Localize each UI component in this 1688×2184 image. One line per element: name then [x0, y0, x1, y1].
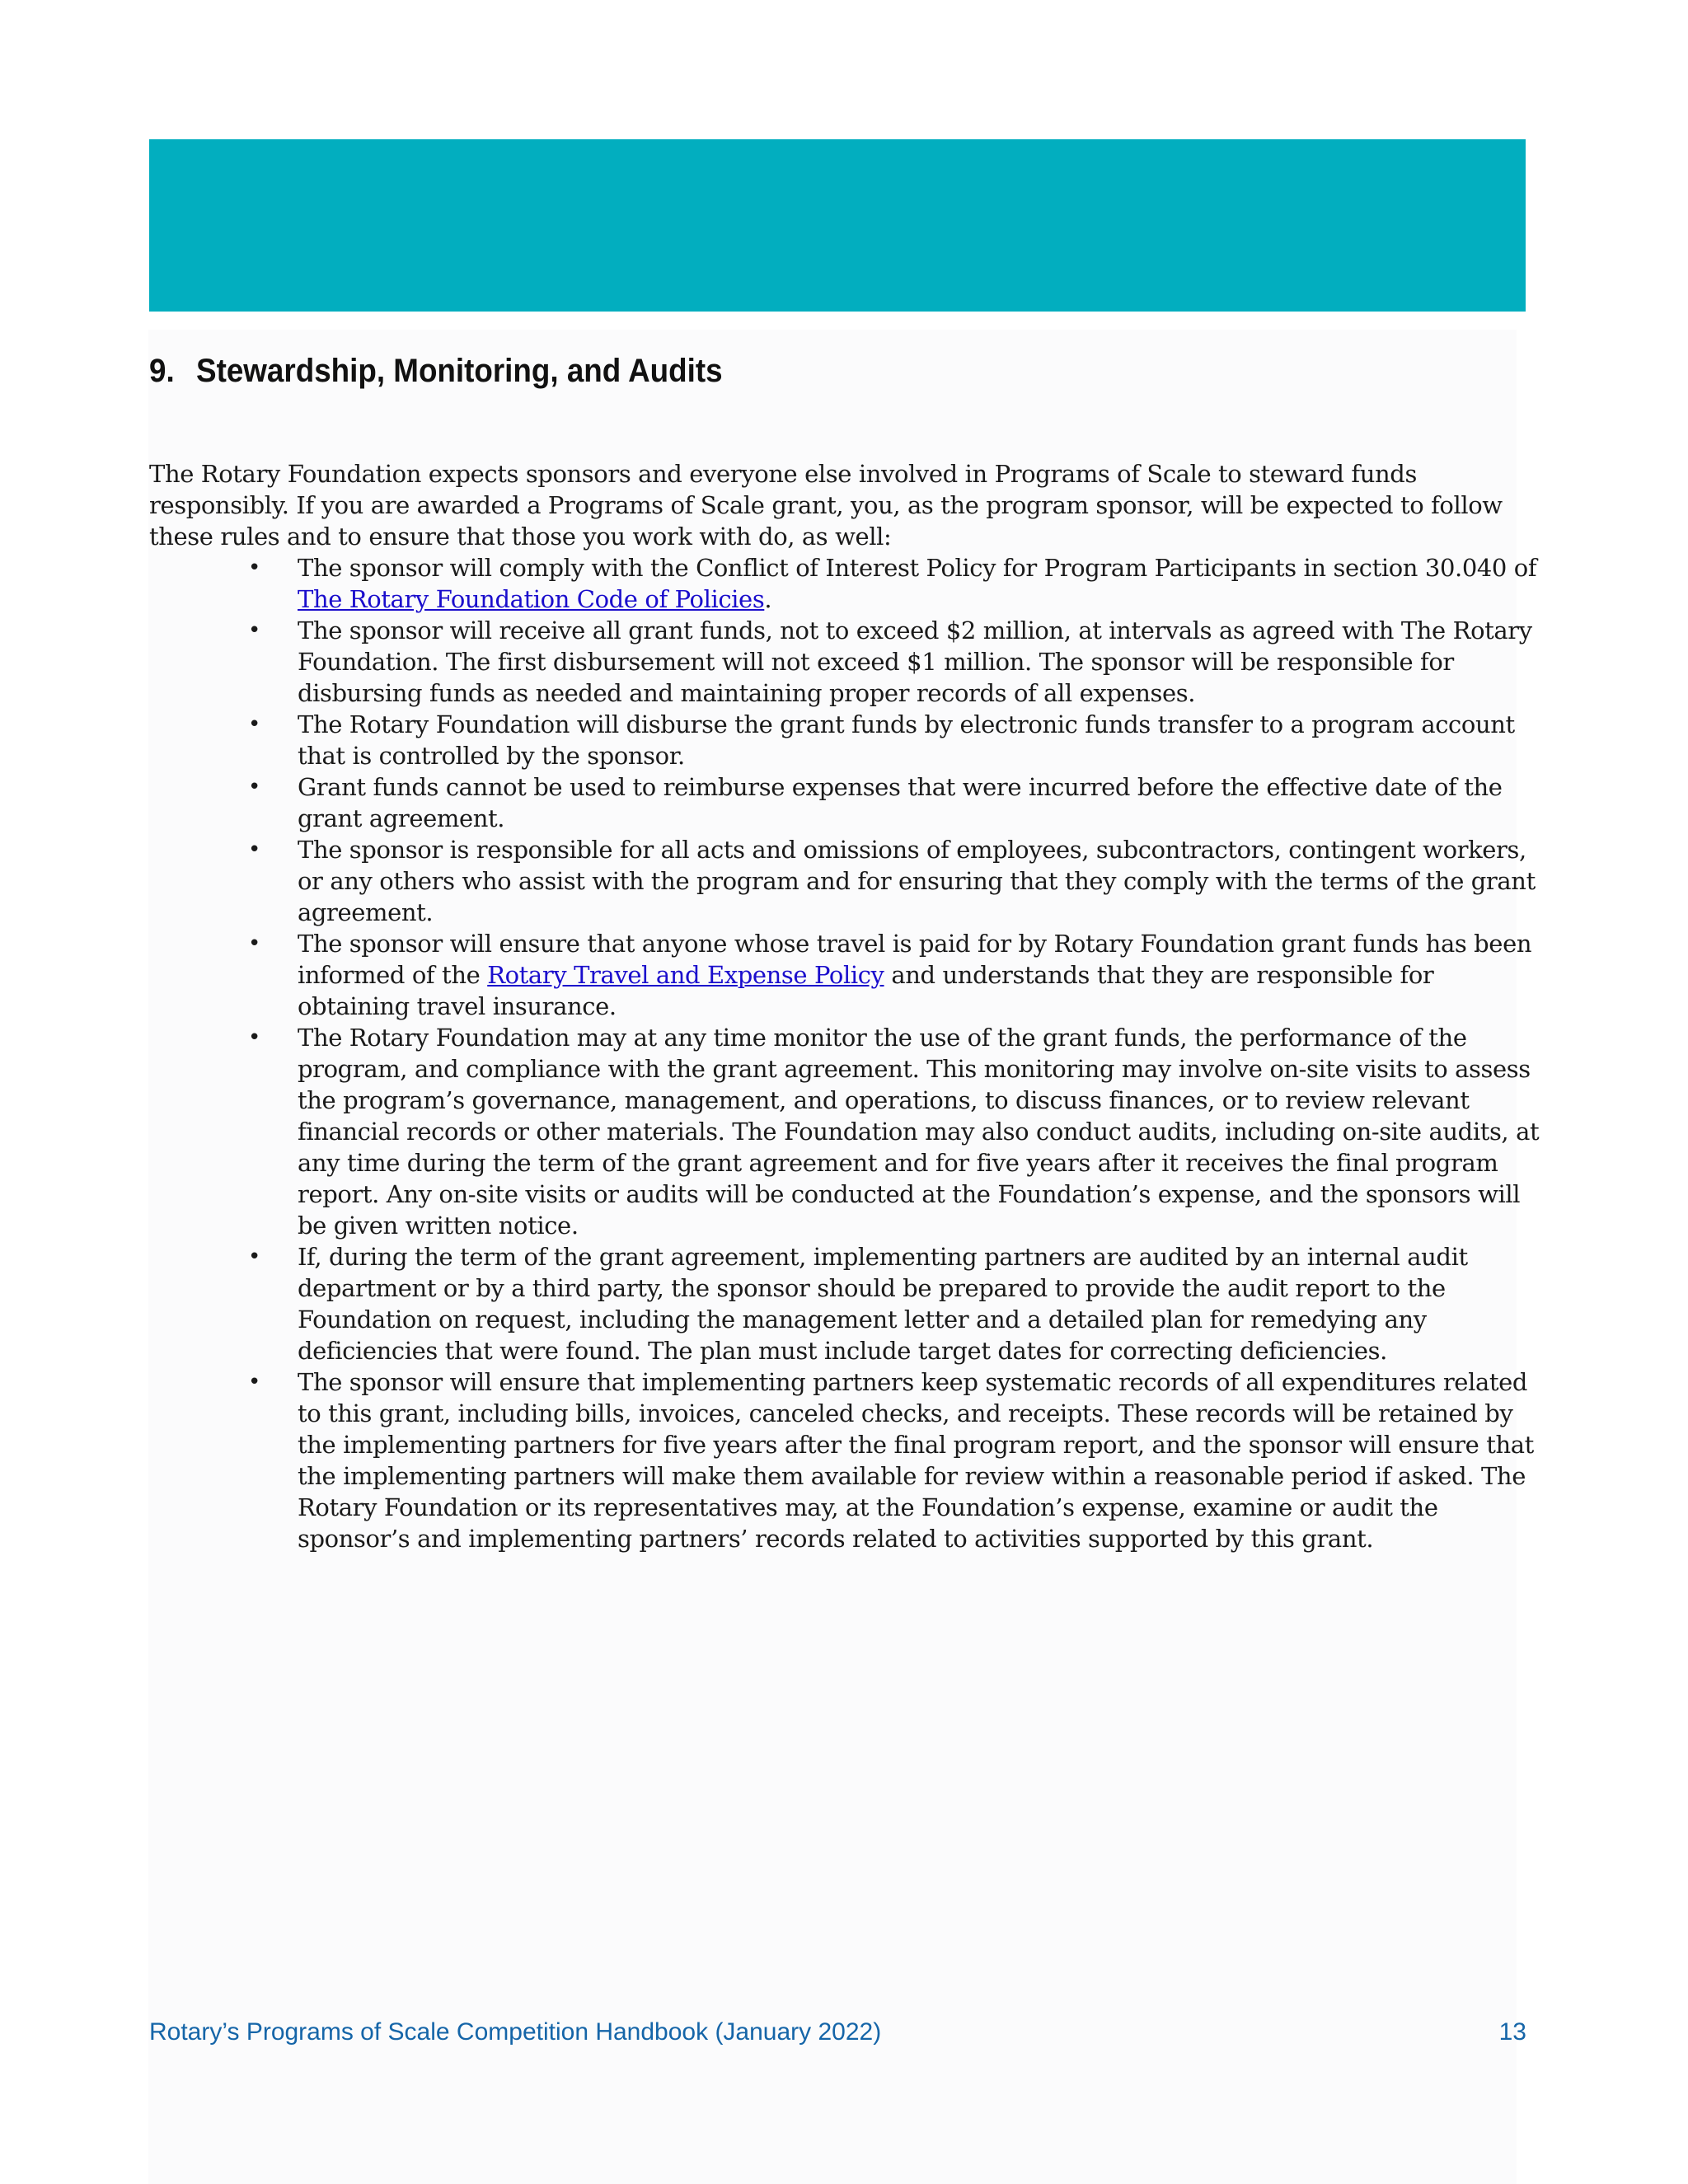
list-item [149, 771, 1542, 834]
bullet-icon: • [248, 931, 260, 956]
list-item-text: The sponsor is responsible for all acts and omissions of employees, subcontractors, contingent workers, or any others who assist with the program and for ensuring that they comply with the terms of the grant agreement. [298, 836, 1536, 926]
list-item-text: Grant funds cannot be used to reimburse expenses that were incurred before the effective date of the grant agreement. [298, 773, 1503, 832]
bullet-icon: • [248, 1244, 260, 1269]
list-item-text: The Rotary Foundation may at any time monitor the use of the grant funds, the performance of the program, and compliance with the grant agreement. This monitoring may involve on-site visits to assess the program’s governance, management, and operations, to discuss finances, or to review relevant financial records or other materials. The Foundation may also conduct audits, including on-site audits, at any time during the term of the grant agreement and for five years after it receives the final program report. Any on-site visits or audits will be conducted at the Foundation’s expense, and the sponsors will be given written notice. [298, 1024, 1540, 1240]
list-item [149, 928, 1542, 1022]
page-number: 13 [1498, 2018, 1526, 2046]
list-item [149, 834, 1542, 928]
list-item-text: The sponsor will ensure that anyone whose travel is paid for by Rotary Foundation grant funds has been informed of the [298, 930, 1532, 989]
bullet-icon: • [248, 618, 260, 643]
list-item-text: The sponsor will ensure that implementing partners keep systematic records of all expenditures related to this grant, including bills, invoices, canceled checks, and receipts. These records will be retained by the implementing partners for five years after the final program report, and the sponsor will ensure that the implementing partners will make them available for review within a reasonable period if asked. The Rotary Foundation or its representatives may, at the Foundation’s expense, examine or audit the sponsor’s and implementing partners’ records related to activities supported by this grant. [298, 1368, 1534, 1553]
requirements-list [149, 552, 1542, 1554]
section-number: 9. [149, 353, 175, 389]
list-item-text: The sponsor will receive all grant funds, not to exceed $2 million, at intervals as agreed with The Rotary Foundation. The first disbursement will not exceed $1 million. The sponsor will be responsible for disbursing funds as needed and maintaining proper records of all expenses. [298, 616, 1532, 707]
intro-paragraph: The Rotary Foundation expects sponsors and everyone else involved in Programs of Scale to steward funds responsibly. If you are awarded a Programs of Scale grant, you, as the program sponsor, will be expected to follow these rules and to ensure that those you work with do, as well: [149, 460, 1503, 551]
list-item-text: The Rotary Foundation will disburse the grant funds by electronic funds transfer to a program account that is controlled by the sponsor. [298, 710, 1515, 770]
list-item [149, 1241, 1542, 1366]
list-item-text-end: and understands that they are responsible for obtaining travel insurance. [298, 961, 1434, 1020]
list-item-text: If, during the term of the grant agreement, implementing partners are audited by an internal audit department or by a third party, the sponsor should be prepared to provide the audit report to the Foundation on request, including the management letter and a detailed plan for remedying any deficiencies that were found. The plan must include target dates for correcting deficiencies. [298, 1243, 1468, 1365]
bullet-icon: • [248, 775, 260, 799]
travel-expense-policy-link[interactable]: Rotary Travel and Expense Policy [487, 961, 884, 989]
bullet-icon: • [248, 837, 260, 862]
code-of-policies-link[interactable]: The Rotary Foundation Code of Policies [298, 585, 765, 613]
list-item [149, 709, 1542, 771]
list-item [149, 615, 1542, 709]
bullet-icon: • [248, 555, 260, 580]
bullet-icon: • [248, 1025, 260, 1050]
header-banner [149, 139, 1526, 312]
list-item [149, 552, 1542, 615]
list-item-text-end: . [764, 585, 772, 613]
bullet-icon: • [248, 1370, 260, 1394]
list-item [149, 1366, 1542, 1554]
section-heading [149, 344, 723, 397]
bullet-icon: • [248, 712, 260, 737]
list-item-text: The sponsor will comply with the Conflict of Interest Policy for Program Participants in section 30.040 of [298, 554, 1537, 582]
footer-title: Rotary’s Programs of Scale Competition Handbook (January 2022) [149, 2018, 882, 2046]
section-body [149, 458, 1542, 1554]
list-item [149, 1022, 1542, 1241]
section-title: Stewardship, Monitoring, and Audits [196, 353, 723, 389]
